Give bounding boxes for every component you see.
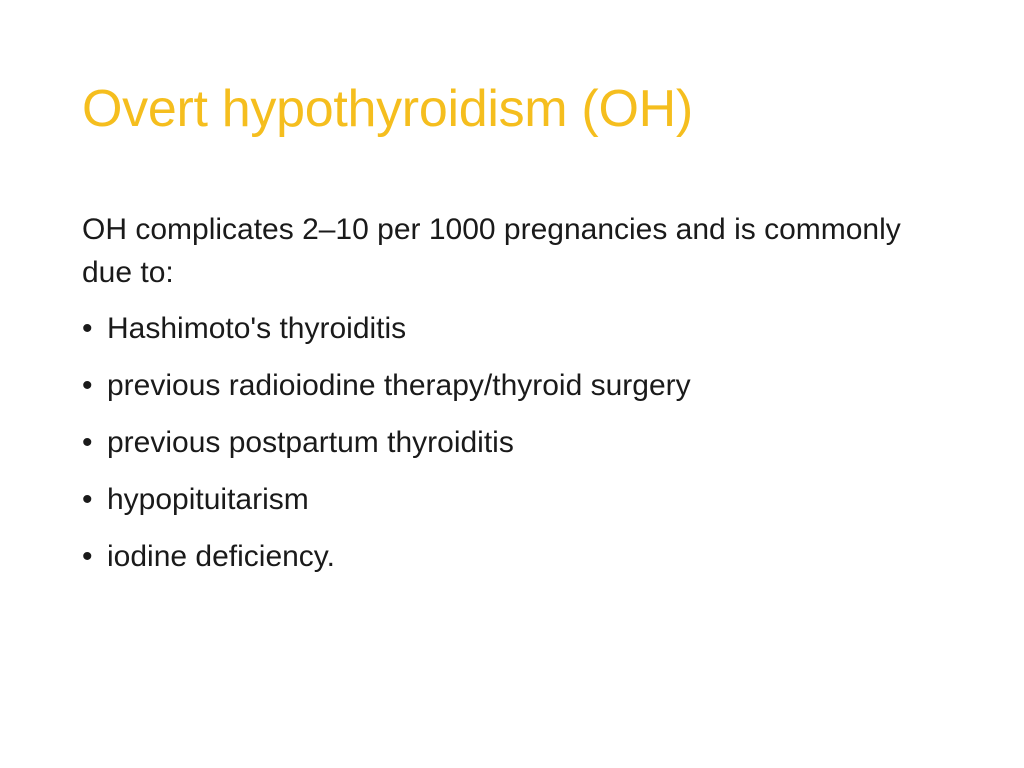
bullet-icon: •	[82, 312, 93, 345]
list-item	[82, 421, 942, 464]
list-item-text: Hashimoto's thyroiditis	[107, 312, 407, 345]
list-item	[82, 364, 942, 407]
slide-title: Overt hypothyroidism (OH)	[82, 80, 693, 138]
list-item	[82, 535, 942, 578]
cause-list	[82, 307, 942, 578]
bullet-icon: •	[82, 369, 93, 402]
list-item-text: iodine deficiency.	[107, 540, 335, 573]
list-item-text: hypopituitarism	[107, 483, 309, 516]
slide-body	[82, 208, 942, 592]
intro-text: OH complicates 2–10 per 1000 pregnancies and is commonly due to:	[82, 213, 901, 289]
bullet-icon: •	[82, 483, 93, 516]
list-item	[82, 307, 942, 350]
list-item-text: previous postpartum thyroiditis	[107, 426, 514, 459]
bullet-icon: •	[82, 540, 93, 573]
list-item-text: previous radioiodine therapy/thyroid surgery	[107, 369, 691, 402]
list-item	[82, 478, 942, 521]
bullet-icon: •	[82, 426, 93, 459]
